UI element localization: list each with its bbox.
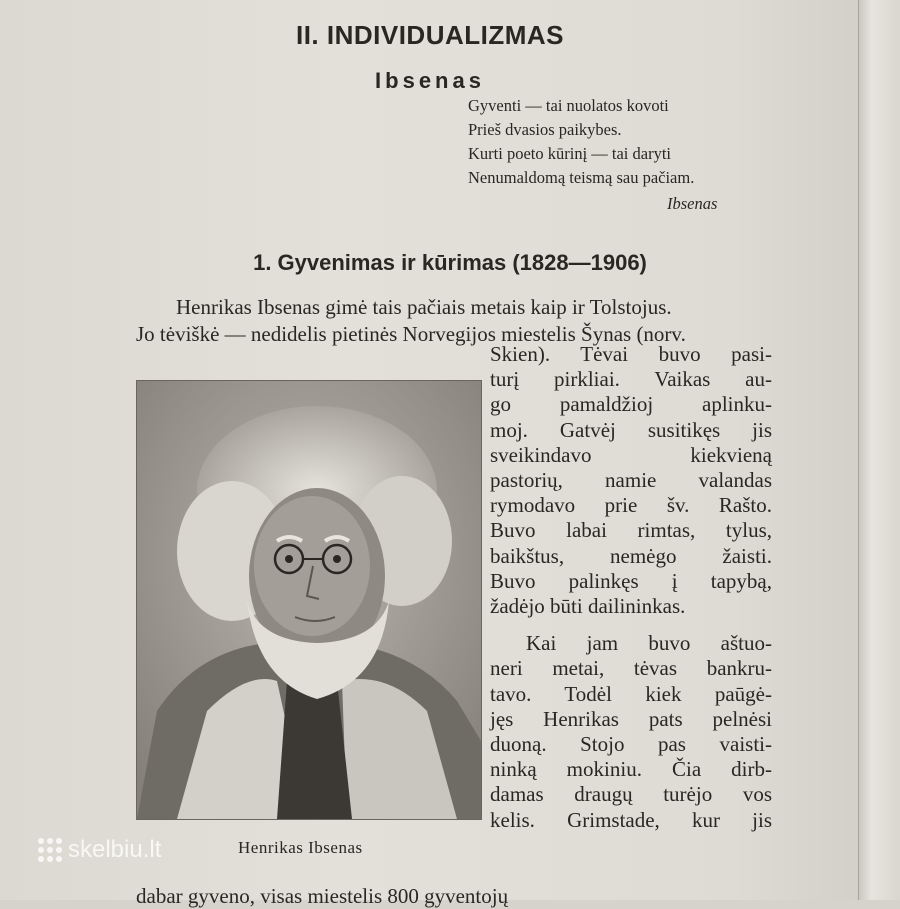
column-line: Skien). Tėvai buvo pasi-	[490, 342, 772, 366]
epigraph-line: Kurti poeto kūrinį — tai daryti	[468, 144, 672, 163]
epigraph-line: Prieš dvasios paikybes.	[468, 120, 622, 139]
column-line: baikštus, nemėgo žaisti.	[490, 543, 772, 568]
chapter-title: II. INDIVIDUALIZMAS	[295, 20, 565, 50]
section-title: 1. Gyvenimas ir kūrimas (1828—1906)	[253, 250, 647, 275]
column-line: turį pirkliai. Vaikas au-	[490, 367, 772, 392]
epigraph-line: Nenumaldomą teismą sau pačiam.	[468, 168, 695, 187]
body-line-partial: dabar gyveno, visas miestelis 800 gyventojų	[136, 884, 509, 908]
body-line: Jo tėviškė — nedidelis pietinės Norvegijos miestelis Šynas (norv.	[136, 322, 686, 346]
epigraph	[468, 94, 694, 190]
watermark	[38, 836, 161, 864]
column-line: duoną. Stojo pas vaisti-	[490, 732, 772, 757]
column-line: jęs Henrikas pats pelnėsi	[490, 706, 772, 731]
column-line: damas draugų turėjo vos	[490, 782, 772, 807]
column-line: pastorių, namie valandas	[490, 468, 772, 493]
column-line: Buvo labai rimtas, tylus,	[490, 518, 772, 543]
dots-grid-icon	[38, 838, 62, 862]
epigraph-line: Gyventi — tai nuolatos kovoti	[468, 96, 669, 115]
epigraph-attribution: Ibsenas	[667, 194, 718, 213]
column-line: ninką mokiniu. Čia dirb-	[490, 757, 772, 782]
watermark-text: skelbiu.lt	[68, 836, 162, 863]
body-line: Henrikas Ibsenas gimė tais pačiais metais kaip ir Tolstojus.	[176, 295, 672, 319]
page-edge	[858, 0, 900, 900]
portrait-illustration	[137, 381, 481, 819]
paragraph-gap	[490, 619, 772, 631]
column-line: Kai jam buvo aštuo-	[526, 631, 772, 656]
column-line: neri metai, tėvas bankru-	[490, 656, 772, 681]
figure-caption: Henrikas Ibsenas	[238, 838, 363, 857]
column-line: sveikindavo kiekvieną	[490, 442, 772, 467]
column-line: kelis. Grimstade, kur jis	[490, 807, 772, 832]
portrait-photo	[136, 380, 482, 820]
column-line: žadėjo būti dailininkas.	[490, 594, 686, 619]
column-line: rymodavo prie šv. Rašto.	[490, 493, 772, 518]
column-line: Buvo palinkęs į tapybą,	[490, 568, 772, 593]
column-line: tavo. Todėl kiek paūgė-	[490, 681, 772, 706]
text-column	[490, 342, 772, 833]
column-line: moj. Gatvėj susitikęs jis	[490, 417, 772, 442]
chapter-subtitle: Ibsenas	[375, 68, 485, 93]
column-line: go pamaldžioj aplinku-	[490, 392, 772, 417]
